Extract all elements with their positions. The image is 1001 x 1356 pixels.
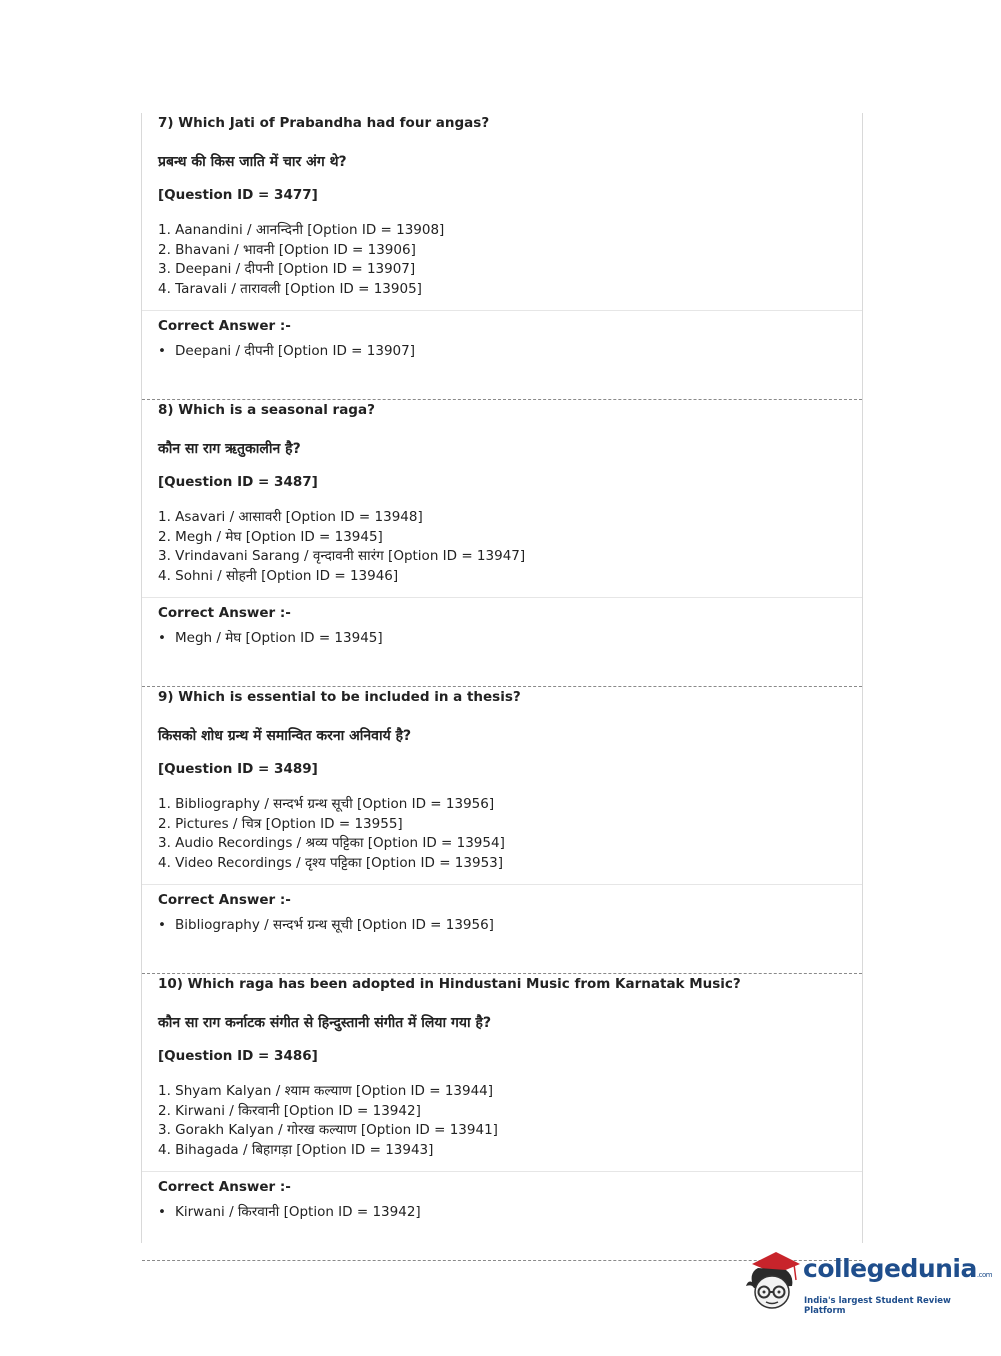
correct-answer-text: Megh / मेघ [Option ID = 13945]: [175, 630, 383, 646]
option-item: 4. Sohni / सोहनी [Option ID = 13946]: [158, 567, 399, 584]
correct-answer: [158, 628, 383, 646]
option-list: [158, 795, 505, 873]
question-title: 7) Which Jati of Prabandha had four angas?: [158, 115, 490, 131]
bullet-icon: •: [158, 630, 166, 646]
bullet-icon: •: [158, 917, 166, 933]
option-list: [158, 221, 444, 299]
bullet-icon: •: [158, 1204, 166, 1220]
question-section: [142, 687, 862, 885]
correct-answer-label: Correct Answer :-: [158, 605, 291, 621]
option-list: [158, 1082, 498, 1160]
option-item: 4. Bihagada / बिहागड़ा [Option ID = 13943]: [158, 1141, 434, 1158]
option-item: 3. Deepani / दीपनी [Option ID = 13907]: [158, 261, 416, 277]
mascot-icon: [742, 1250, 802, 1312]
question-hindi: प्रबन्ध की किस जाति में चार अंग थे?: [158, 154, 347, 170]
question-block: [142, 687, 862, 974]
question-hindi: कौन सा राग ऋतुकालीन है?: [158, 441, 301, 457]
question-block: [142, 974, 862, 1261]
option-item: 1. Shyam Kalyan / श्याम कल्याण [Option ID = 13944]: [158, 1083, 494, 1099]
option-item: 1. Asavari / आसावरी [Option ID = 13948]: [158, 509, 423, 525]
option-item: 3. Gorakh Kalyan / गोरख कल्याण [Option ID = 13941]: [158, 1122, 498, 1138]
option-item: 2. Kirwani / किरवानी [Option ID = 13942]: [158, 1102, 421, 1119]
option-item: 4. Video Recordings / दृश्य पट्टिका [Option ID = 13953]: [158, 854, 504, 871]
option-item: 2. Megh / मेघ [Option ID = 13945]: [158, 528, 383, 545]
option-item: 4. Taravali / तारावली [Option ID = 13905]: [158, 280, 422, 297]
question-id: [Question ID = 3489]: [158, 761, 318, 777]
option-item: 1. Aanandini / आनन्दिनी [Option ID = 13908]: [158, 222, 445, 238]
option-item: 2. Bhavani / भावनी [Option ID = 13906]: [158, 241, 416, 258]
question-block: [142, 400, 862, 687]
question-title: 10) Which raga has been adopted in Hindustani Music from Karnatak Music?: [158, 976, 741, 992]
logo-suffix: .com: [976, 1271, 993, 1279]
bullet-icon: •: [158, 343, 166, 359]
option-item: 3. Vrindavani Sarang / वृन्दावनी सारंग [Option ID = 13947]: [158, 548, 526, 564]
question-section: [142, 400, 862, 598]
question-section: [142, 113, 862, 311]
question-title: 9) Which is essential to be included in a thesis?: [158, 689, 521, 705]
question-section: [142, 974, 862, 1172]
correct-answer-label: Correct Answer :-: [158, 1179, 291, 1195]
question-hindi: किसको शोध ग्रन्थ में समान्वित करना अनिवार्य है?: [158, 728, 412, 744]
question-block: [142, 113, 862, 400]
logo-wordmark: collegedunia.com: [803, 1254, 993, 1283]
correct-answer-label: Correct Answer :-: [158, 892, 291, 908]
option-list: [158, 508, 525, 586]
correct-answer-label: Correct Answer :-: [158, 318, 291, 334]
question-document: [141, 113, 863, 1243]
question-id: [Question ID = 3477]: [158, 187, 318, 203]
option-item: 2. Pictures / चित्र [Option ID = 13955]: [158, 815, 403, 832]
collegedunia-logo: [742, 1250, 993, 1316]
option-item: 3. Audio Recordings / श्रव्य पट्टिका [Option ID = 13954]: [158, 835, 505, 851]
question-id: [Question ID = 3487]: [158, 474, 318, 490]
question-hindi: कौन सा राग कर्नाटक संगीत से हिन्दुस्तानी संगीत में लिया गया है?: [158, 1015, 492, 1031]
correct-answer-text: Kirwani / किरवानी [Option ID = 13942]: [175, 1204, 421, 1220]
correct-answer-text: Bibliography / सन्दर्भ ग्रन्थ सूची [Option ID = 13956]: [175, 917, 494, 933]
correct-answer: [158, 1202, 421, 1220]
question-id: [Question ID = 3486]: [158, 1048, 318, 1064]
correct-answer-text: Deepani / दीपनी [Option ID = 13907]: [175, 343, 415, 359]
correct-answer: [158, 341, 415, 359]
correct-answer: [158, 915, 494, 933]
option-item: 1. Bibliography / सन्दर्भ ग्रन्थ सूची [Option ID = 13956]: [158, 796, 495, 812]
question-title: 8) Which is a seasonal raga?: [158, 402, 375, 418]
logo-tagline: India's largest Student Review Platform: [804, 1296, 951, 1316]
